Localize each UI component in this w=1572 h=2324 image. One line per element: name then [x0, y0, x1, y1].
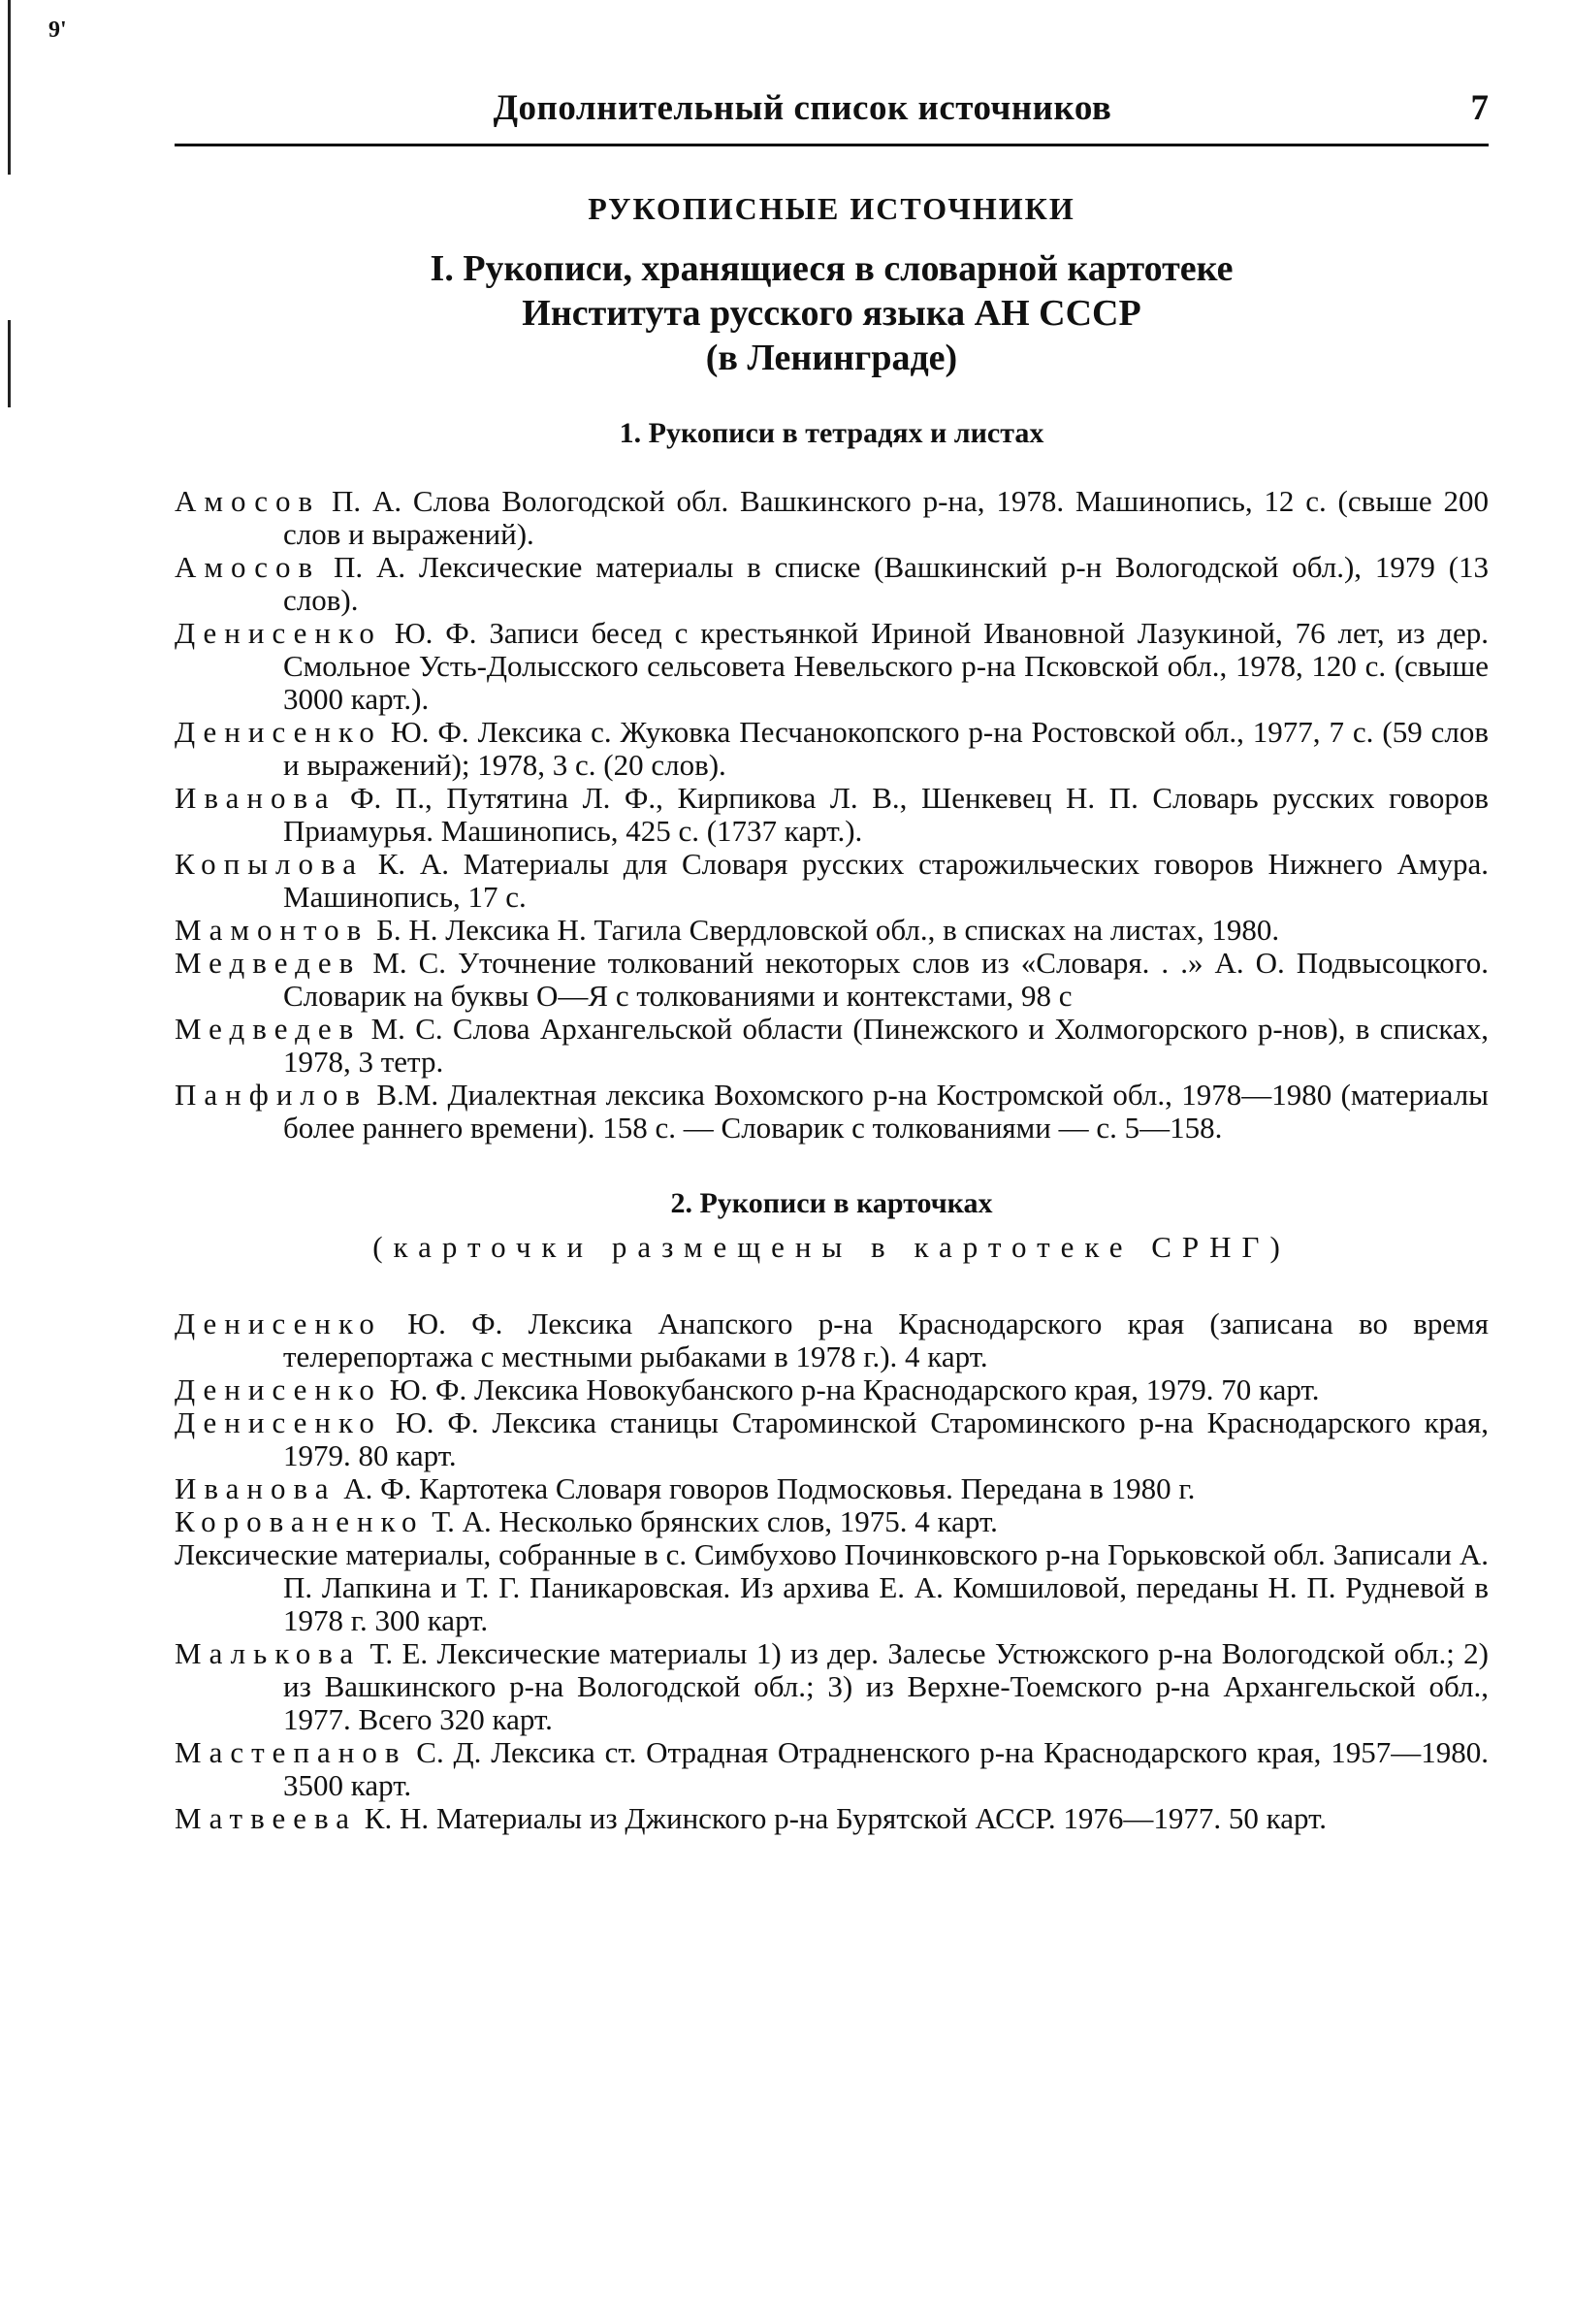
entry-author: Денисенко — [175, 1372, 382, 1406]
page — [175, 87, 1489, 1835]
part1-title: 1. Рукописи в тетрадях и листах — [619, 417, 1044, 449]
bibliography-entry — [175, 1406, 1489, 1472]
entry-author: Амосов — [175, 550, 321, 584]
entry-author: Амосов — [175, 484, 321, 518]
entry-author: Денисенко — [175, 616, 382, 650]
entry-text: В.М. Диалектная лексика Вохомского р-на Костромской обл., 1978—1980 (материалы более раннего времени). 158 с. — Словарик с толкованиями — с. 5—158. — [283, 1078, 1490, 1145]
subsection-title-line-3: (в Ленинграде) — [705, 338, 958, 378]
entry-text: К. А. Материалы для Словаря русских старожильческих говоров Нижнего Амура. Машинопись, 17 с. — [283, 847, 1489, 914]
entry-text: Ф. П., Путятина Л. Ф., Кирпикова Л. В., Шенкевец Н. П. Словарь русских говоров Приамурья. Машинопись, 425 с. (1737 карт.). — [283, 781, 1490, 848]
bibliography-entry — [175, 848, 1489, 914]
entry-author: Денисенко — [175, 715, 382, 749]
bibliography-entry — [175, 1307, 1489, 1373]
part2-title: 2. Рукописи в карточках — [670, 1187, 993, 1219]
entry-text: М. С. Слова Архангельской области (Пинежского и Холмогорского р-нов), в списках, 1978, 3 тетр. — [283, 1012, 1490, 1079]
part2-entry-list — [175, 1307, 1489, 1835]
entry-author: Медведев — [175, 946, 362, 980]
entry-text: П. А. Лексические материалы в списке (Вашкинский р-н Вологодской обл.), 1979 (13 слов). — [283, 550, 1490, 617]
bibliography-entry — [175, 947, 1489, 1013]
margin-rule-top — [8, 0, 11, 175]
bibliography-entry — [175, 782, 1489, 848]
entry-author: Иванова — [175, 781, 337, 815]
entry-text: Ю. Ф. Лексика станицы Староминской Староминского р-на Краснодарского края, 1979. 80 карт. — [283, 1405, 1489, 1472]
subsection-title-line-1: I. Рукописи, хранящиеся в словарной картотеке — [430, 248, 1234, 289]
entry-text: П. А. Слова Вологодской обл. Вашкинского р-на, 1978. Машинопись, 12 с. (свыше 200 слов и выражений). — [283, 484, 1489, 551]
bibliography-entry — [175, 1538, 1489, 1637]
bibliography-entry — [175, 485, 1489, 551]
entry-text: Ю. Ф. Лексика Анапского р-на Краснодарского края (записана во время телерепортажа с местными рыбаками в 1978 г.). 4 карт. — [283, 1307, 1489, 1373]
subsection-title-line-2: Института русского языка АН СССР — [522, 293, 1141, 334]
entry-author: Малькова — [175, 1636, 362, 1670]
part2-note: (карточки размещены в картотеке СРНГ) — [372, 1230, 1291, 1264]
running-header — [175, 87, 1489, 146]
bibliography-entry — [175, 914, 1489, 947]
bibliography-entry — [175, 1472, 1489, 1505]
margin-rule-middle — [8, 320, 11, 407]
entry-text: Т. А. Несколько брянских слов, 1975. 4 карт. — [432, 1504, 998, 1538]
margin-mark: 9' — [48, 17, 67, 43]
entry-author: Иванова — [175, 1471, 337, 1505]
section-title: РУКОПИСНЫЕ ИСТОЧНИКИ — [588, 191, 1075, 226]
entry-text: Лексические материалы, собранные в с. Симбухово Починковского р-на Горьковской обл. Записали А. П. Лапкина и Т. Г. Паникаровская. Из архива Е. А. Комшиловой, переданы Н. П. Рудневой в 1978 г. 300 карт. — [175, 1537, 1489, 1637]
entry-author: Денисенко — [175, 1405, 382, 1439]
part1-entry-list — [175, 485, 1489, 1145]
entry-author: Панфилов — [175, 1078, 369, 1112]
page-number: 7 — [1470, 88, 1489, 128]
bibliography-entry — [175, 551, 1489, 617]
bibliography-entry — [175, 1637, 1489, 1736]
entry-text: С. Д. Лексика ст. Отрадная Отрадненского р-на Краснодарского края, 1957—1980. 3500 карт. — [283, 1735, 1489, 1802]
entry-text: Т. Е. Лексические материалы 1) из дер. Залесье Устюжского р-на Вологодской обл.; 2) из Вашкинского р-на Вологодской обл.; 3) из Верхне-Тоемского р-на Архангельской обл., 1977. Всего 320 карт. — [283, 1636, 1489, 1736]
entry-author: Медведев — [175, 1012, 362, 1046]
bibliography-entry — [175, 1013, 1489, 1079]
entry-author: Матвеева — [175, 1801, 358, 1835]
entry-text: К. Н. Материалы из Джинского р-на Бурятской АССР. 1976—1977. 50 карт. — [364, 1801, 1328, 1835]
bibliography-entry — [175, 1505, 1489, 1538]
bibliography-entry — [175, 1079, 1489, 1145]
entry-text: М. С. Уточнение толкований некоторых слов из «Словаря. . .» А. О. Подвысоцкого. Словарик на буквы О—Я с толкованиями и контекстами, 98 с — [283, 946, 1490, 1013]
bibliography-entry — [175, 617, 1489, 716]
entry-author: Корованенко — [175, 1504, 425, 1538]
entry-text: Б. Н. Лексика Н. Тагила Свердловской обл., в списках на листах, 1980. — [376, 913, 1280, 947]
bibliography-entry — [175, 1802, 1489, 1835]
entry-text: Ю. Ф. Записи бесед с крестьянкой Ириной Ивановной Лазукиной, 76 лет, из дер. Смольное Усть-Долысского сельсовета Невельского р-на Псковской обл., 1978, 120 с. (свыше 3000 карт.). — [283, 616, 1490, 716]
entry-author: Мастепанов — [175, 1735, 407, 1769]
entry-text: Ю. Ф. Лексика Новокубанского р-на Краснодарского края, 1979. 70 карт. — [389, 1372, 1320, 1406]
entry-text: Ю. Ф. Лексика с. Жуковка Песчанокопского р-на Ростовской обл., 1977, 7 с. (59 слов и выражений); 1978, 3 с. (20 слов). — [283, 715, 1489, 782]
entry-author: Мамонтов — [175, 913, 369, 947]
bibliography-entry — [175, 716, 1489, 782]
bibliography-entry — [175, 1736, 1489, 1802]
subsection-title — [175, 246, 1489, 380]
entry-author: Копылова — [175, 847, 365, 881]
bibliography-entry — [175, 1373, 1489, 1406]
running-title: Дополнительный список источников — [493, 88, 1112, 128]
entry-text: А. Ф. Картотека Словаря говоров Подмосковья. Передана в 1980 г. — [343, 1471, 1196, 1505]
entry-author: Денисенко — [175, 1307, 382, 1340]
